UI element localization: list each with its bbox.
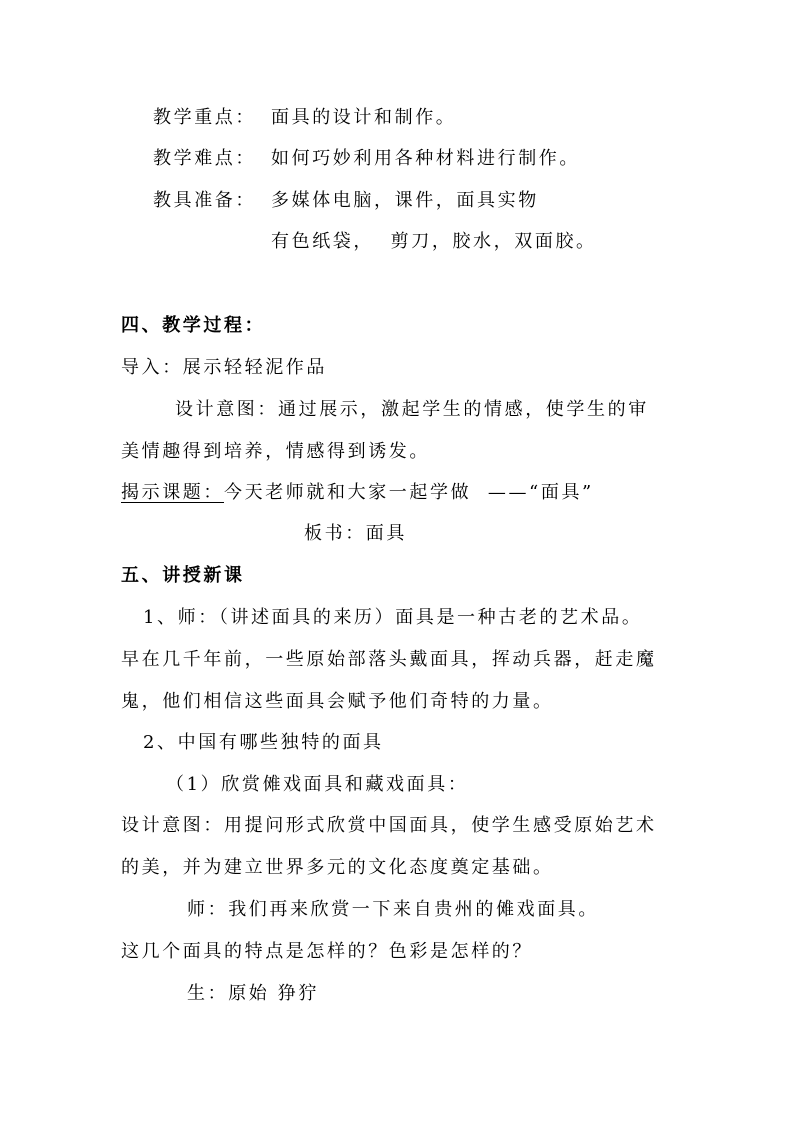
design-intent2-line-1: 设计意图：用提问形式欣赏中国面具，使学生感受原始艺术 bbox=[121, 815, 657, 836]
section4-heading: 四、教学过程： bbox=[121, 315, 266, 336]
teacher-line: 师：我们再来欣赏一下来自贵州的傩戏面具。 bbox=[187, 899, 599, 920]
paragraph1-line2: 早在几千年前，一些原始部落头戴面具，挥动兵器，赶走魔 bbox=[121, 649, 657, 670]
reveal-topic-label: 揭示课题： bbox=[121, 482, 224, 503]
paragraph1-line1: 1、师：（讲述面具的来历）面具是一种古老的艺术品。 bbox=[143, 607, 643, 628]
difficulty-label: 教学难点： bbox=[153, 148, 256, 169]
question-line: 这几个面具的特点是怎样的？色彩是怎样的？ bbox=[121, 941, 533, 962]
paragraph1-line3: 鬼，他们相信这些面具会赋予他们奇特的力量。 bbox=[121, 691, 554, 712]
design-intent-line-1: 设计意图：通过展示，激起学生的情感，使学生的审 bbox=[175, 399, 649, 420]
reveal-topic-text: 今天老师就和大家一起学做 ——“面具” bbox=[224, 482, 594, 503]
materials-label: 教具准备： bbox=[153, 190, 256, 211]
materials-value-1: 多媒体电脑，课件，面具实物 bbox=[271, 190, 539, 211]
focus-value: 面具的设计和制作。 bbox=[271, 107, 457, 128]
section5-heading: 五、讲授新课 bbox=[121, 565, 245, 586]
paragraph2-line: 2、中国有哪些独特的面具 bbox=[143, 732, 384, 753]
student-line: 生：原始 狰狞 bbox=[187, 983, 319, 1004]
materials-value-2: 有色纸袋， 剪刀，胶水，双面胶。 bbox=[271, 231, 597, 252]
reveal-topic-line bbox=[121, 481, 594, 505]
focus-label: 教学重点： bbox=[153, 107, 256, 128]
difficulty-value: 如何巧妙利用各种材料进行制作。 bbox=[271, 148, 580, 169]
design-intent2-line-2: 的美，并为建立世界多元的文化态度奠定基础。 bbox=[121, 857, 554, 878]
design-intent-line-2: 美情趣得到培养，情感得到诱发。 bbox=[121, 441, 430, 462]
paragraph2-subitem: （1）欣赏傩戏面具和藏戏面具： bbox=[166, 774, 469, 795]
intro-line: 导入：展示轻轻泥作品 bbox=[121, 357, 327, 378]
board-writing: 板书：面具 bbox=[304, 523, 407, 544]
